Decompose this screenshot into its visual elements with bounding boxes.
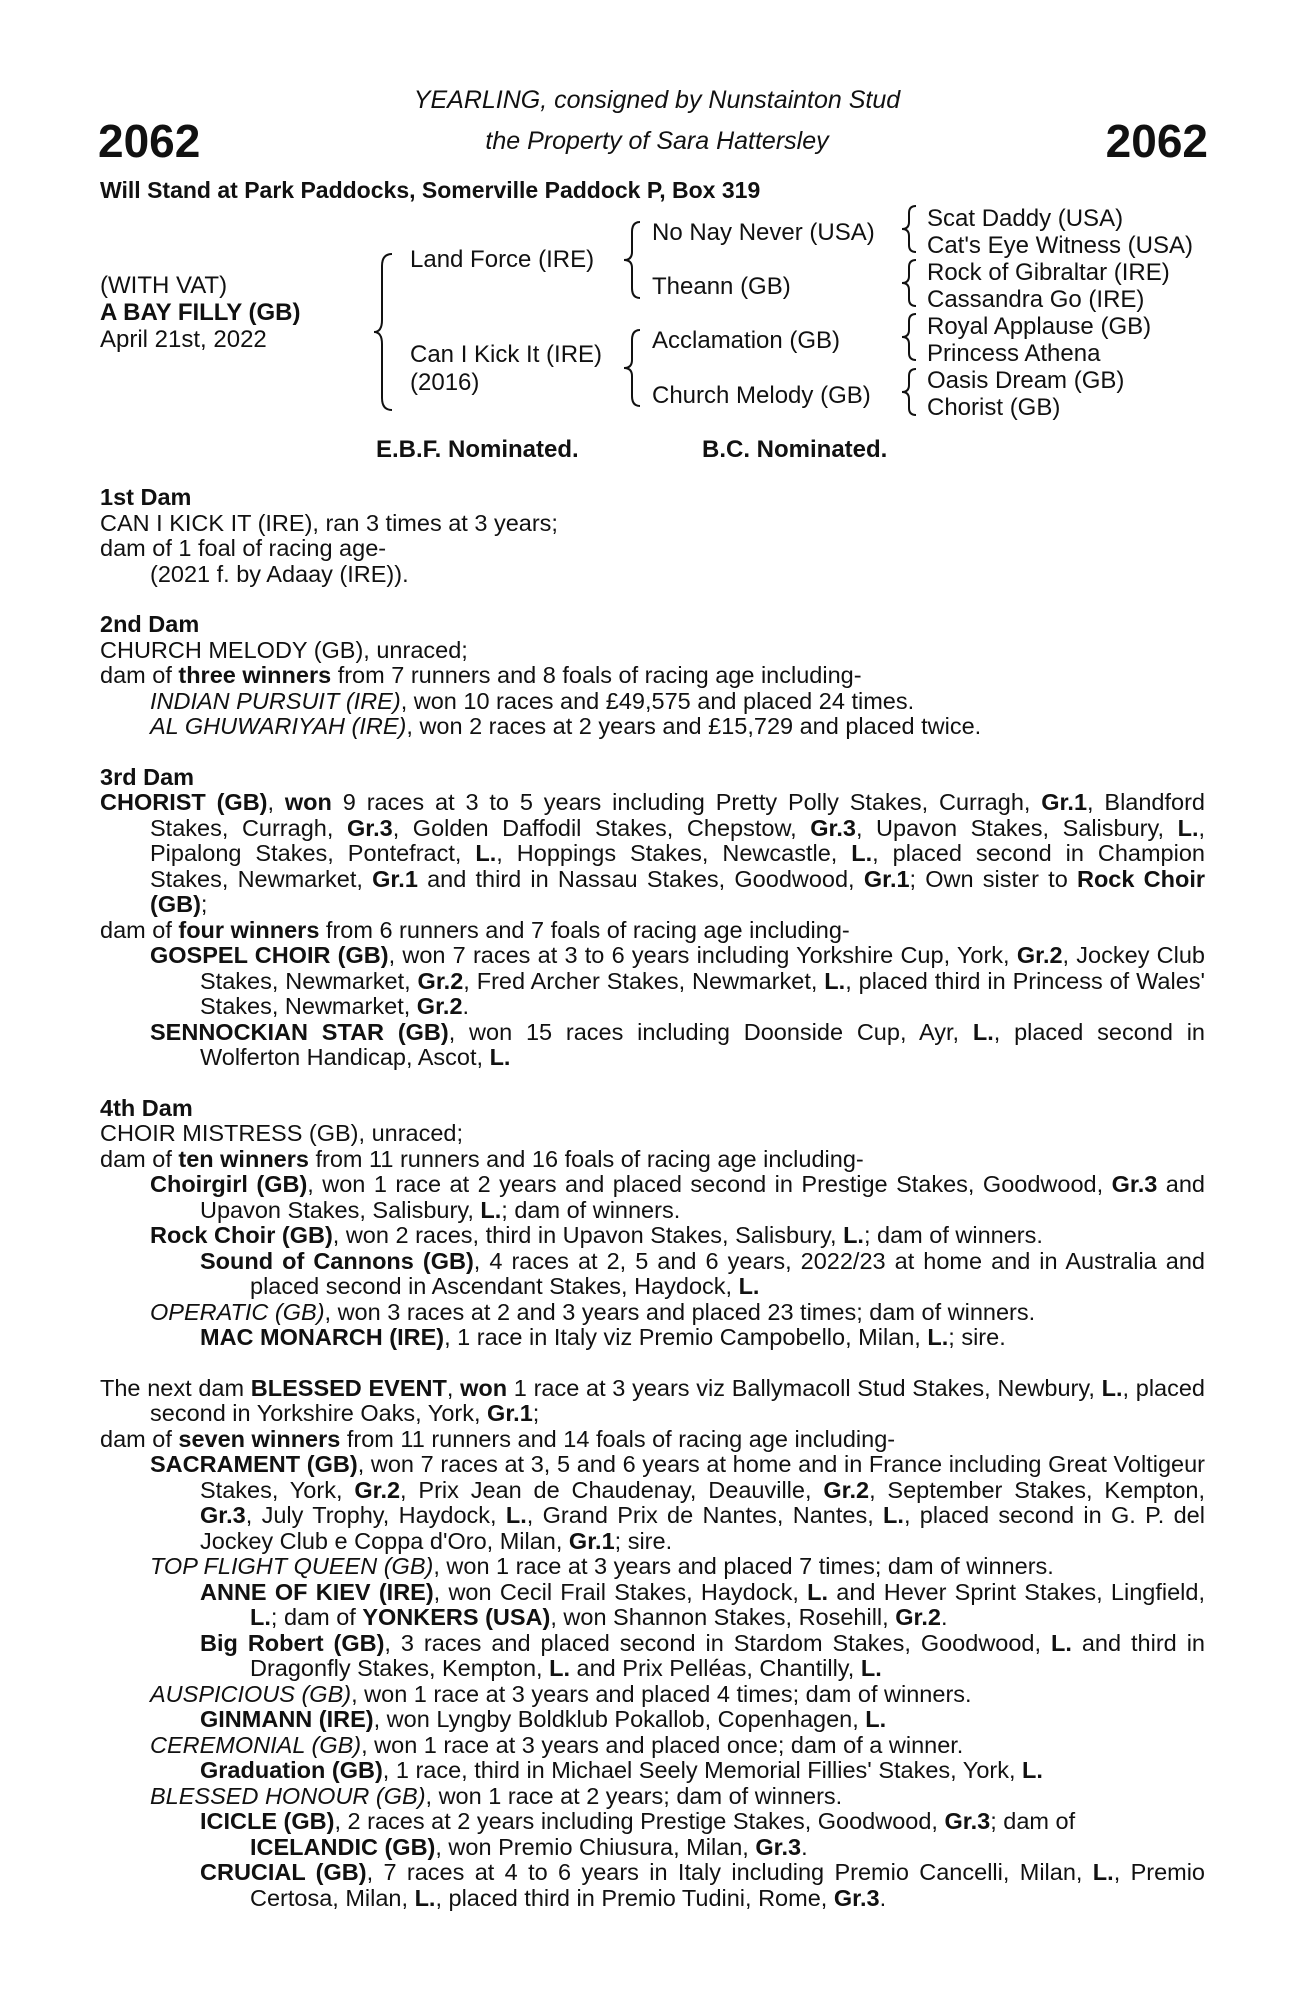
pedigree-sire: Land Force (IRE) xyxy=(410,246,595,273)
dam3-produce-line: dam of four winners from 6 runners and 7 foals of racing age including- xyxy=(100,916,850,943)
next-dam-para: Graduation (GB), 1 race, third in Michael Seely Memorial Fillies' Stakes, York, L. xyxy=(200,1757,1043,1783)
dam3-heading: 3rd Dam xyxy=(100,763,195,790)
dam4-para: Sound of Cannons (GB), 4 races at 2, 5 and 6 years, 2022/23 at home and in Australia and placed second in Ascendant Stakes, Haydock, L. xyxy=(200,1247,1205,1299)
pedigree-brace-sd xyxy=(900,258,920,308)
dam2-line1: CHURCH MELODY (GB), unraced; xyxy=(100,636,468,663)
pedigree-sdd: Cassandra Go (IRE) xyxy=(927,286,1145,313)
property-line: the Property of Sara Hattersley xyxy=(485,127,829,155)
dam1-line1: CAN I KICK IT (IRE), ran 3 times at 3 years; xyxy=(100,509,558,536)
stand-location: Will Stand at Park Paddocks, Somerville Paddock P, Box 319 xyxy=(100,177,761,203)
lot-number-right: 2062 xyxy=(1105,115,1208,167)
pedigree-sss: Scat Daddy (USA) xyxy=(927,205,1124,232)
pedigree-dam-year: (2016) xyxy=(410,369,480,396)
next-dam-para: Big Robert (GB), 3 races and placed second in Stardom Stakes, Goodwood, L. and third in Dragonfly Stakes, Kempton, L. and Prix Pelléas, Chantilly, L. xyxy=(200,1629,1205,1681)
bc-nomination: B.C. Nominated. xyxy=(702,436,888,463)
foaling-date: April 21st, 2022 xyxy=(100,326,267,353)
dam1-heading: 1st Dam xyxy=(100,484,192,510)
pedigree-sire-sire: No Nay Never (USA) xyxy=(652,219,875,246)
pedigree-dam-dam: Church Melody (GB) xyxy=(652,382,871,409)
ebf-nomination: E.B.F. Nominated. xyxy=(376,436,579,463)
next-dam-para: SACRAMENT (GB), won 7 races at 3, 5 and 6 years at home and in France including Great Voltigeur Stakes, York, Gr.2, Prix Jean de Chaudenay, Deauville, Gr.2, September Stakes, Kempton, Gr.3, July Trophy, Haydock, L., Grand Prix de Nantes, Nantes, L., placed second in G. P. del Jockey Club e Coppa d'Oro, Milan, Gr.1; sire. xyxy=(150,1451,1205,1554)
pedigree-brace-ds xyxy=(900,312,920,362)
pedigree-brace-ss xyxy=(900,204,920,254)
pedigree-dds: Oasis Dream (GB) xyxy=(927,367,1125,394)
dam1-line2: dam of 1 foal of racing age- xyxy=(100,535,387,561)
next-dam-para: dam of seven winners from 11 runners and 14 foals of racing age including- xyxy=(100,1425,896,1452)
dam4-para: CHOIR MISTRESS (GB), unraced; xyxy=(100,1120,464,1146)
dam2-line4: AL GHUWARIYAH (IRE), won 2 races at 2 years and £15,729 and placed twice. xyxy=(150,713,982,739)
pedigree-sire-dam: Theann (GB) xyxy=(652,273,791,300)
next-dam-para: ICELANDIC (GB), won Premio Chiusura, Milan, Gr.3. xyxy=(250,1833,808,1860)
next-dam-para: CEREMONIAL (GB), won 1 race at 3 years and placed once; dam of a winner. xyxy=(150,1731,964,1758)
next-dam-para: CRUCIAL (GB), 7 races at 4 to 6 years in Italy including Premio Cancelli, Milan, L., Premio Certosa, Milan, L., placed third in Premio Tudini, Rome, Gr.3. xyxy=(200,1859,1206,1911)
dam1-line3: (2021 f. by Adaay (IRE)). xyxy=(150,560,409,587)
dam2-line3: INDIAN PURSUIT (IRE), won 10 races and £49,575 and placed 24 times. xyxy=(150,687,915,714)
pedigree-dam: Can I Kick It (IRE) xyxy=(410,341,603,368)
next-dam-para: ANNE OF KIEV (IRE), won Cecil Frail Stakes, Haydock, L. and Hever Sprint Stakes, Lingfield, L.; dam of YONKERS (USA), won Shannon Stakes, Rosehill, Gr.2. xyxy=(200,1578,1206,1630)
next-dam-para: ICICLE (GB), 2 races at 2 years including Prestige Stakes, Goodwood, Gr.3; dam of xyxy=(200,1808,1076,1834)
next-dam-para: BLESSED HONOUR (GB), won 1 race at 2 years; dam of winners. xyxy=(150,1782,843,1809)
next-dam-para: GINMANN (IRE), won Lyngby Boldklub Pokallob, Copenhagen, L. xyxy=(200,1706,887,1732)
dam4-para: Choirgirl (GB), won 1 race at 2 years and placed second in Prestige Stakes, Goodwood, Gr.3 and Upavon Stakes, Salisbury, L.; dam of winners. xyxy=(150,1171,1205,1223)
dam4-para: OPERATIC (GB), won 3 races at 2 and 3 years and placed 23 times; dam of winners. xyxy=(150,1298,1036,1325)
dam2-line2: dam of three winners from 7 runners and 8 foals of racing age including- xyxy=(100,662,862,688)
next-dam-para: The next dam BLESSED EVENT, won 1 race at 3 years viz Ballymacoll Stud Stakes, Newbury, L., placed second in Yorkshire Oaks, York, Gr.1; xyxy=(100,1374,1206,1426)
horse-name: A BAY FILLY (GB) xyxy=(100,299,301,326)
dam4-para: dam of ten winners from 11 runners and 16 foals of racing age including- xyxy=(100,1145,864,1172)
dam4-para: MAC MONARCH (IRE), 1 race in Italy viz Premio Campobello, Milan, L.; sire. xyxy=(200,1324,1006,1350)
pedigree-ssd: Cat's Eye Witness (USA) xyxy=(927,232,1193,259)
dam3-para: GOSPEL CHOIR (GB), won 7 races at 3 to 6 years including Yorkshire Cup, York, Gr.2, Jockey Club Stakes, Newmarket, Gr.2, Fred Archer Stakes, Newmarket, L., placed third in Princess of Wales' Stakes, Newmarket, Gr.2. xyxy=(150,942,1205,1019)
pedigree-sds: Rock of Gibraltar (IRE) xyxy=(927,259,1170,286)
lot-number-left: 2062 xyxy=(98,115,201,167)
next-dam-para: AUSPICIOUS (GB), won 1 race at 3 years and placed 4 times; dam of winners. xyxy=(150,1680,972,1707)
pedigree-dsd: Princess Athena xyxy=(927,340,1101,367)
dam4-heading: 4th Dam xyxy=(100,1094,193,1121)
dam3-para: CHORIST (GB), won 9 races at 3 to 5 years including Pretty Polly Stakes, Curragh, Gr.1, Blandford Stakes, Curragh, Gr.3, Golden Daffodil Stakes, Chepstow, Gr.3, Upavon Stakes, Salisbury, L., Pipalong Stakes, Pontefract, L., Hoppings Stakes, Newcastle, L., placed second in Champion Stakes, Newmarket, Gr.1 and third in Nassau Stakes, Goodwood, Gr.1; Own sister to Rock Choir (GB); xyxy=(100,789,1206,917)
pedigree-ddd: Chorist (GB) xyxy=(927,394,1061,421)
next-dam-para: TOP FLIGHT QUEEN (GB), won 1 race at 3 years and placed 7 times; dam of winners. xyxy=(150,1553,1054,1579)
pedigree-dss: Royal Applause (GB) xyxy=(927,313,1152,340)
dam3-para: SENNOCKIAN STAR (GB), won 15 races including Doonside Cup, Ayr, L., placed second in Wolferton Handicap, Ascot, L. xyxy=(150,1018,1205,1070)
consignor-line: YEARLING, consigned by Nunstainton Stud xyxy=(413,86,901,114)
pedigree-brace-sire xyxy=(622,220,644,300)
dam2-heading: 2nd Dam xyxy=(100,611,200,637)
pedigree-brace-main xyxy=(372,252,398,412)
pedigree-brace-dd xyxy=(900,367,920,417)
catalogue-body xyxy=(100,485,1205,1911)
dam4-para: Rock Choir (GB), won 2 races, third in Upavon Stakes, Salisbury, L.; dam of winners. xyxy=(150,1222,1043,1248)
pedigree-brace-dam xyxy=(622,328,644,408)
vat-label: (WITH VAT) xyxy=(100,272,228,299)
pedigree-dam-sire: Acclamation (GB) xyxy=(652,327,841,354)
